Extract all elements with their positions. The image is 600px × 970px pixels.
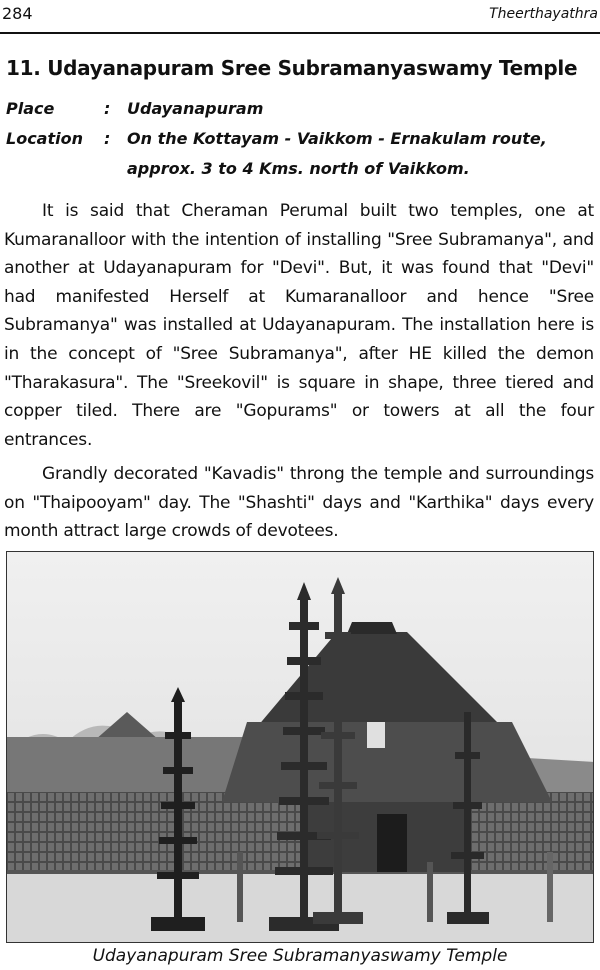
- page-number: 284: [2, 4, 33, 23]
- place-label: Place: [6, 99, 55, 118]
- place-colon: :: [104, 99, 111, 118]
- location-value-line1: On the Kottayam - Vaikkom - Ernakulam route,: [127, 129, 547, 148]
- place-row: [6, 94, 596, 124]
- running-head: Theerthayathra: [489, 6, 598, 22]
- article-title: 11. Udayanapuram Sree Subramanyaswamy Temple: [6, 56, 578, 80]
- location-colon: :: [104, 129, 111, 148]
- body-paragraph-2: Grandly decorated "Kavadis" throng the temple and surroundings on "Thaipooyam" day. The "Shashti" days and "Karthika" days every month attract large crowds of devotees.: [4, 464, 594, 542]
- temple-photo: [6, 551, 594, 943]
- location-row: [6, 124, 596, 184]
- body-paragraph-1: It is said that Cheraman Perumal built two temples, one at Kumaranalloor with the intention of installing "Sree Subramanya", and another at Udayanapuram for "Devi". But, it was found that "Devi" had manifested Herself at Kumaranalloor and hence "Sree Subramanya" was installed at Udayanapuram. The installation here is in the concept of "Sree Subramanya", after HE killed the demon "Tharakasura". The "Sreekovil" is square in shape, three tiered and copper tiled. There are "Gopurams" or towers at all the four entrances.: [4, 201, 594, 450]
- location-value-line2: approx. 3 to 4 Kms. north of Vaikkom.: [127, 159, 470, 178]
- location-label: Location: [6, 129, 83, 148]
- place-value: Udayanapuram: [127, 99, 264, 118]
- photo-caption: Udayanapuram Sree Subramanyaswamy Temple: [92, 946, 508, 966]
- page-header: [0, 0, 600, 34]
